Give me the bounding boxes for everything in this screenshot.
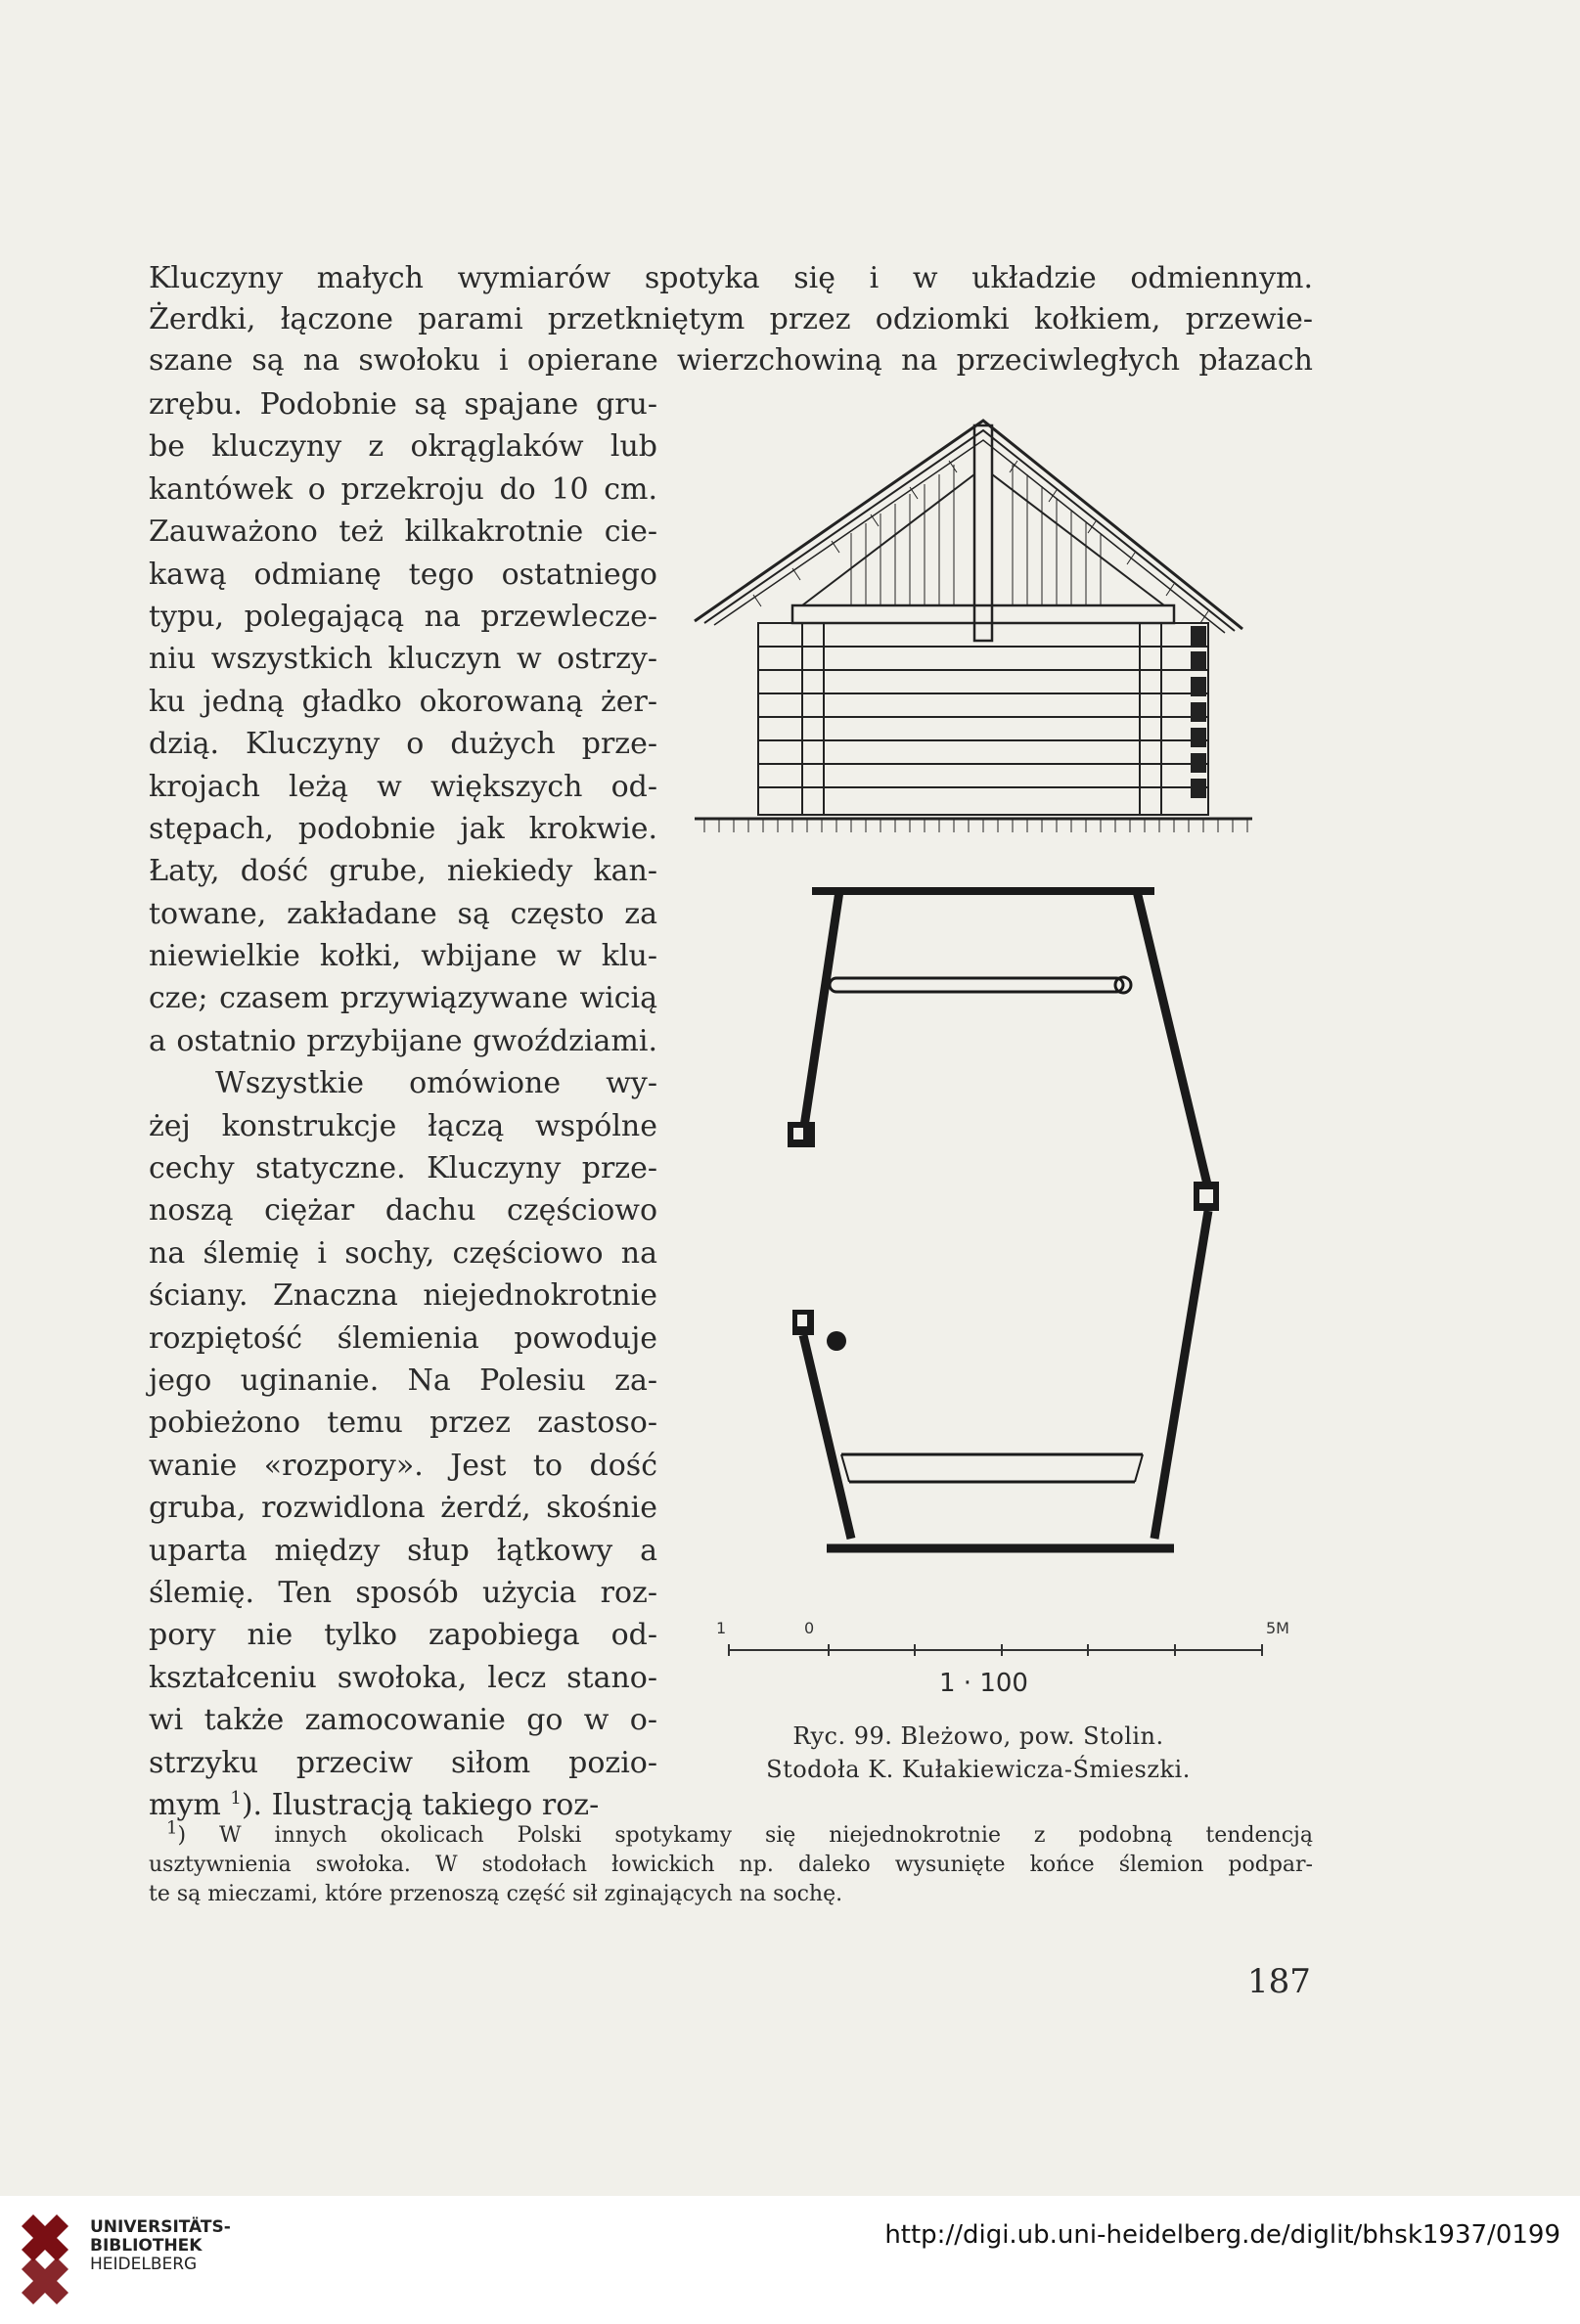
scale-bar bbox=[729, 1644, 1262, 1656]
scale-start-label: 1 bbox=[716, 1619, 727, 1637]
column-line: ślemię. Ten sposób użycia roz- bbox=[149, 1575, 657, 1610]
column-line: strzyku przeciw siłom pozio- bbox=[149, 1745, 657, 1780]
university-seal-icon bbox=[14, 2207, 76, 2304]
column-line: Zauważono też kilkakrotnie cie- bbox=[149, 514, 657, 550]
column-line: cechy statyczne. Kluczyny prze- bbox=[149, 1151, 657, 1186]
column-line-part: ). Ilustracją takiego roz- bbox=[241, 1787, 600, 1822]
barn-plan-drawing bbox=[788, 891, 1219, 1548]
barn-elevation-drawing bbox=[695, 421, 1252, 832]
library-name-line: HEIDELBERG bbox=[90, 2255, 198, 2274]
library-name-line: BIBLIOTHEK bbox=[90, 2236, 203, 2256]
figure-caption-line-2: Stodoła K. Kułakiewicza-Śmieszki. bbox=[766, 1756, 1191, 1783]
column-line: niewielkie kołki, wbijane w klu- bbox=[149, 939, 657, 974]
column-line: jego uginanie. Na Polesiu za- bbox=[149, 1363, 657, 1398]
column-line: wi także zamocowanie go w o- bbox=[149, 1703, 657, 1738]
column-line: Wszystkie omówione wy- bbox=[215, 1066, 657, 1101]
column-line: typu, polegającą na przewlecze- bbox=[149, 599, 657, 634]
column-line: be kluczyny z okrąglaków lub bbox=[149, 429, 657, 465]
library-name-line: UNIVERSITÄTS- bbox=[90, 2217, 231, 2237]
column-line: kantówek o przekroju do 10 cm. bbox=[149, 471, 657, 507]
column-line: pobieżono temu przez zastoso- bbox=[149, 1406, 657, 1441]
column-line: pory nie tylko zapobiega od- bbox=[149, 1618, 657, 1653]
column-line: cze; czasem przywiązywane wicią bbox=[149, 981, 657, 1016]
footnote-line-1 bbox=[149, 1817, 1313, 1851]
footnote-mark: 1 bbox=[166, 1817, 178, 1839]
column-line: Łaty, dość grube, niekiedy kan- bbox=[149, 854, 657, 889]
column-line-with-footnote bbox=[149, 1784, 657, 1826]
column-line: a ostatnio przybijane gwoździami. bbox=[149, 1023, 657, 1058]
column-line: krojach leżą w większych od- bbox=[149, 769, 657, 804]
text-line-2: Żerdki, łączone parami przetkniętym przez odziomki kołkiem, przewie- bbox=[149, 302, 1313, 336]
scale-ratio: 1 · 100 bbox=[939, 1669, 1028, 1698]
column-line: niu wszystkich kluczyn w ostrzy- bbox=[149, 642, 657, 677]
column-line: żej konstrukcje łączą wspólne bbox=[149, 1108, 657, 1143]
column-line: gruba, rozwidlona żerdź, skośnie bbox=[149, 1491, 657, 1526]
column-line: kawą odmianę tego ostatniego bbox=[149, 557, 657, 592]
footer-bar bbox=[0, 2196, 1580, 2324]
footnote-line-2: usztywnienia swołoka. W stodołach łowickich np. daleko wysunięte końce ślemion podpar- bbox=[149, 1853, 1313, 1877]
column-line: ku jedną gładko okorowaną żer- bbox=[149, 684, 657, 719]
footnote-reference: 1 bbox=[230, 1787, 242, 1809]
column-line: zrębu. Podobnie są spajane gru- bbox=[149, 387, 657, 422]
source-url-link[interactable]: http://digi.ub.uni-heidelberg.de/diglit/bhsk1937/0199 bbox=[884, 2220, 1560, 2250]
text-line-1: Kluczyny małych wymiarów spotyka się i w układzie odmiennym. bbox=[149, 261, 1313, 295]
column-line: uparta między słup łątkowy a bbox=[149, 1533, 657, 1568]
footnote-text: ) W innych okolicach Polski spotykamy się niejednokrotnie z podobną tendencją bbox=[177, 1823, 1313, 1848]
column-line: kształceniu swołoka, lecz stano- bbox=[149, 1660, 657, 1695]
column-line: ściany. Znaczna niejednokrotnie bbox=[149, 1278, 657, 1314]
scale-end-label: 5M bbox=[1266, 1619, 1289, 1637]
column-line: rozpiętość ślemienia powoduje bbox=[149, 1320, 657, 1356]
column-text bbox=[149, 383, 657, 1826]
barn-figure bbox=[675, 396, 1311, 1668]
footnote-line-3: te są mieczami, które przenoszą część sił zginających na sochę. bbox=[149, 1882, 843, 1906]
scale-zero-label: 0 bbox=[804, 1619, 815, 1637]
column-line: towane, zakładane są często za bbox=[149, 896, 657, 931]
column-line: noszą ciężar dachu częściowo bbox=[149, 1193, 657, 1229]
library-name bbox=[90, 2218, 231, 2274]
figure-caption-line-1: Ryc. 99. Bleżowo, pow. Stolin. bbox=[792, 1722, 1164, 1750]
text-line-3: szane są na swołoku i opierane wierzchowiną na przeciwległych płazach bbox=[149, 343, 1313, 378]
column-line-part: mym bbox=[149, 1787, 221, 1822]
page-number: 187 bbox=[1247, 1962, 1311, 2001]
column-line: dzią. Kluczyny o dużych prze- bbox=[149, 727, 657, 762]
column-line: na ślemię i sochy, częściowo na bbox=[149, 1235, 657, 1271]
column-line: stępach, podobnie jak krokwie. bbox=[149, 811, 657, 846]
column-line: wanie «rozpory». Jest to dość bbox=[149, 1448, 657, 1483]
